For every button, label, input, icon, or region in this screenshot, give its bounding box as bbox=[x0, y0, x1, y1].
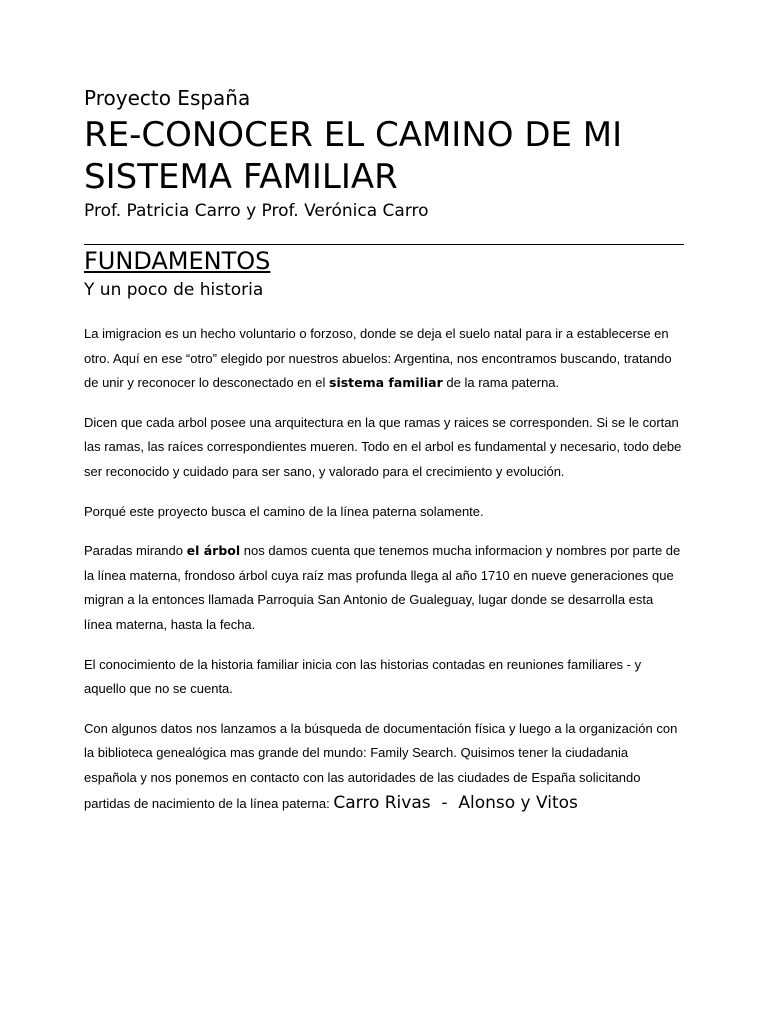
paragraph-6-text: Con algunos datos nos lanzamos a la búsqueda de documentación física y luego a la organización con la biblioteca genealógica mas grande del mundo: Family Search. Quisimos tener la ciudadania española y nos ponemos en contacto con las autoridades de las ciudades de España solicitando partidas de nacimiento de la línea paterna: bbox=[84, 720, 678, 811]
paragraph-1-text-b: de la rama paterna. bbox=[442, 375, 560, 391]
paragraph-5: El conocimiento de la historia familiar inicia con las historias contadas en reuniones familiares - y aquello que no se cuenta. bbox=[84, 656, 642, 697]
paragraph-1 bbox=[84, 322, 684, 396]
project-label: Proyecto España bbox=[84, 86, 251, 110]
section-subheading: Y un poco de historia bbox=[84, 280, 264, 300]
paragraph-1-text-a: La imigracion es un hecho voluntario o forzoso, donde se deja el suelo natal para ir a establecerse en otro. Aquí en ese “otro” elegido por nuestros abuelos: Argentina, nos encontramos buscando, tratando de unir y reconocer lo desconectado en el bbox=[84, 326, 672, 391]
paragraph-4-bold: el árbol bbox=[186, 543, 241, 559]
paragraph-2: Dicen que cada arbol posee una arquitectura en la que ramas y raices se corresponden. Si se le cortan las ramas, las raíces correspondientes mueren. Todo en el arbol es fundamental y necesario, todo debe ser reconocido y cuidado para ser sano, y valorado para el crecimiento y evolución. bbox=[84, 414, 682, 479]
section-heading: FUNDAMENTOS bbox=[84, 247, 271, 275]
document-title: RE-CONOCER EL CAMINO DE MI SISTEMA FAMILIAR bbox=[84, 115, 623, 197]
paragraph-4-text-a: Paradas mirando bbox=[84, 543, 187, 559]
authors-line: Prof. Patricia Carro y Prof. Verónica Carro bbox=[84, 201, 429, 221]
paragraph-4 bbox=[84, 539, 684, 637]
paragraph-3: Porqué este proyecto busca el camino de la línea paterna solamente. bbox=[84, 503, 484, 519]
paragraph-6 bbox=[84, 717, 684, 816]
paragraph-1-bold: sistema familiar bbox=[329, 375, 443, 391]
body-text bbox=[84, 322, 684, 831]
surnames: Carro Rivas - Alonso y Vitos bbox=[333, 792, 578, 813]
paragraph-4-text-b: nos damos cuenta que tenemos mucha informacion y nombres por parte de la línea materna, frondoso árbol cuya raíz mas profunda llega al año 1710 en nueve generaciones que migran a la entonces llamada Parroquia San Antonio de Gualeguay, lugar donde se desarrolla esta línea materna, hasta la fecha. bbox=[84, 543, 681, 632]
horizontal-rule bbox=[84, 244, 684, 245]
